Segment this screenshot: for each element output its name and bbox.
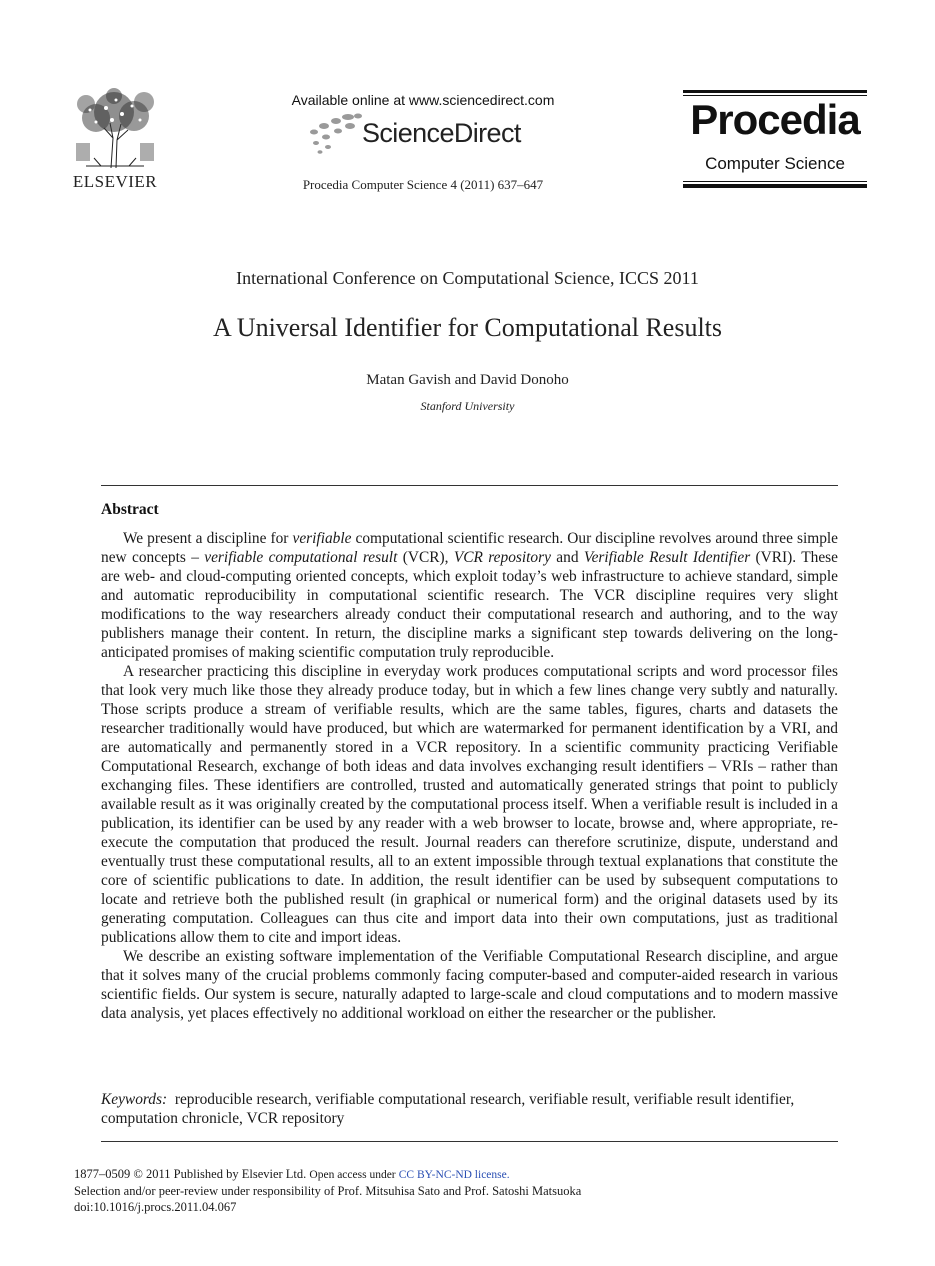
authors: Matan Gavish and David Donoho	[366, 372, 569, 388]
procedia-bottom-thin-rule	[683, 181, 867, 182]
abstract-heading: Abstract	[101, 501, 159, 518]
license-link[interactable]: CC BY-NC-ND license.	[398, 1169, 510, 1181]
doi-line: doi:10.1016/j.procs.2011.04.067	[74, 1200, 237, 1214]
keywords-list: reproducible research, verifiable computational research, verifiable result, verifiable result identifier, computation chronicle, VCR repository	[101, 1091, 795, 1127]
issn-copyright: 1877–0509 © 2011 Published by Elsevier Ltd.	[74, 1167, 307, 1181]
sciencedirect-logo-text: ScienceDirect	[362, 118, 521, 148]
elsevier-logo-text: ELSEVIER	[72, 172, 158, 191]
conference-name: International Conference on Computational Science, ICCS 2011	[236, 268, 699, 288]
keywords	[101, 1090, 838, 1128]
elsevier-tree-icon	[66, 88, 164, 170]
copyright-line	[74, 1167, 510, 1182]
procedia-logo	[683, 90, 867, 190]
abstract-paragraph-1: We present a discipline for verifiable computational scientific research. Our discipline revolves around three simple new concepts – verifiable computational result (VCR), VCR repository and Verifiable Result Identifier (VRI). These are web- and cloud-computing oriented concepts, which exploit today’s web infrastructure to achieve standard, simple and automatic reproducibility in computational scientific research. The VCR discipline requires very slight modifications to the way researchers already conduct their computational research and authoring, and to the way publishers manage their content. In return, the discipline marks a significant step towards delivering on the long-anticipated promises of making scientific computation truly reproducible.	[101, 530, 838, 661]
paper-title: A Universal Identifier for Computational Results	[212, 313, 723, 342]
peer-review-line: Selection and/or peer-review under responsibility of Prof. Mitsuhisa Sato and Prof. Satoshi Matsuoka	[74, 1184, 582, 1198]
procedia-top-rule	[683, 90, 867, 93]
procedia-bottom-rule	[683, 184, 867, 188]
abstract-top-rule	[101, 485, 838, 486]
abstract-paragraph-2: A researcher practicing this discipline in everyday work produces computational scripts and word processor files that look very much like those they already produce today, but in which a few lines change very subtly and naturally. Those scripts produce a stream of verifiable results, which are the same tables, figures, charts and datasets the researcher traditionally would have produced, but which are watermarked for permanent identification by a VRI, and are automatically and permanently stored in a VCR repository. In a scientific community practicing Verifiable Computational Research, exchange of both ideas and data involves exchanging result identifiers – VRIs – rather than exchanging files. These identifiers are controlled, trusted and automatically generated strings that point to publicly available result as it was originally created by the computational process itself. When a verifiable result is included in a publication, its identifier can be used by any reader with a web browser to locate, browse and, where appropriate, re-execute the computation that produced the result. Journal readers can therefore scrutinize, dispute, understand and eventually trust these computational results, all to an extent impossible through textual explanations that constitute the core of scientific publications to date. In addition, the result identifier can be used by subsequent computations to locate and retrieve both the published result (in graphical or numerical form) and the original datasets used by its generating computation. Colleagues can thus cite and import data into their own computations, just as traditional publications allow them to cite and import ideas.	[101, 663, 838, 946]
keywords-label: Keywords:	[101, 1091, 168, 1108]
journal-reference: Procedia Computer Science 4 (2011) 637–647	[302, 177, 544, 192]
open-access-text: Open access under	[309, 1169, 396, 1181]
procedia-title: Procedia	[690, 96, 860, 143]
abstract-paragraph-3: We describe an existing software implementation of the Verifiable Computational Research discipline, and argue that it solves many of the crucial problems commonly facing computer-based and computer-aided research in various scientific fields. Our system is secure, naturally adapted to large-scale and cloud computations and to modern massive data analysis, yet places effectively no additional workload on either the researcher or the publisher.	[101, 948, 838, 1022]
sciencedirect-logo	[306, 112, 546, 156]
elsevier-logo	[66, 88, 164, 192]
affiliation: Stanford University	[420, 399, 515, 413]
procedia-subtitle: Computer Science	[705, 154, 845, 173]
available-online-text: Available online at www.sciencedirect.com	[291, 92, 555, 108]
abstract-body	[101, 529, 838, 1023]
abstract-bottom-rule	[101, 1141, 838, 1142]
sciencedirect-dots-icon	[306, 112, 364, 156]
